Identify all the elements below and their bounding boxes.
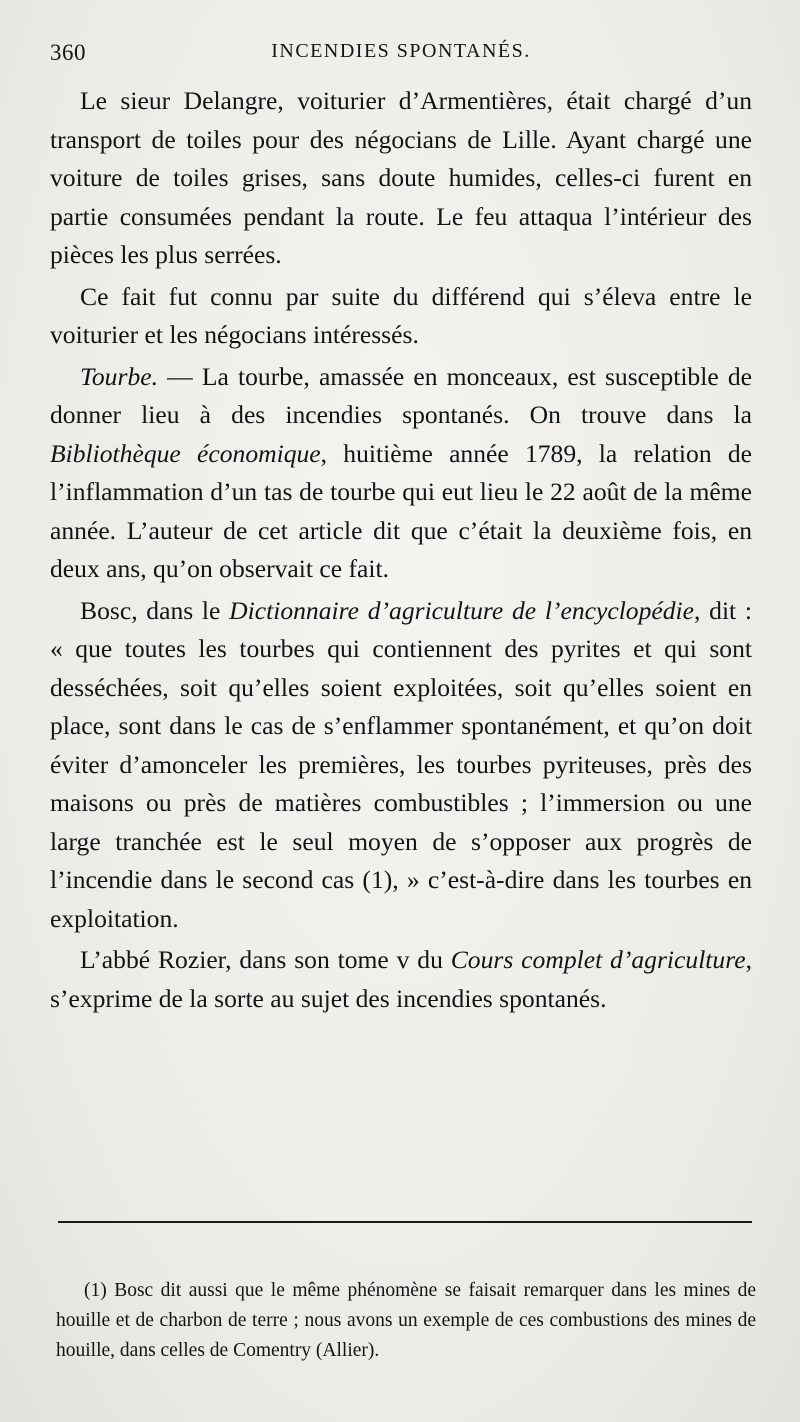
paragraph-rozier <box>50 941 752 1018</box>
paragraph-tourbe <box>50 358 752 589</box>
text-run: , dit : « que toutes les tourbes qui contiennent des pyrites et qui sont desséchées, soit qu’elles soient exploitées, soit qu’elles soient en place, sont dans le cas de s’enflammer spontanément, et qu’on doit éviter d’amonceler les premières, les tourbes pyriteuses, près des maisons ou près de matières combustibles ; l’immersion ou une large tranchée est le seul moyen de s’opposer aux progrès de l’incendie dans le second cas (1), » c’est-à-dire dans les tourbes en exploitation. <box>50 595 752 933</box>
cited-title: Bibliothèque économique <box>50 438 321 468</box>
text-run: L’abbé Rozier, dans son tome v du <box>80 945 451 974</box>
text-run: — La tourbe, amassée en monceaux, est susceptible de donner lieu à des incendies spontanés. On trouve dans la <box>50 361 752 429</box>
text-run: , s’exprime de la sorte au sujet des incendies spontanés. <box>50 945 752 1013</box>
main-text <box>50 82 752 1018</box>
cited-title: Cours complet d’agriculture <box>450 945 746 974</box>
paragraph-bosc <box>50 592 752 939</box>
paragraph-delangre: Le sieur Delangre, voiturier d’Armentières, était chargé d’un transport de toiles pour des négocians de Lille. Ayant chargé une voiture de toiles grises, sans doute humides, celles-ci furent en partie consumées pendant la route. Le feu attaqua l’intérieur des pièces les plus serrées. <box>50 86 752 269</box>
footnote-divider <box>58 1221 752 1223</box>
page-number: 360 <box>50 40 86 65</box>
footnote-text: (1) Bosc dit aussi que le même phénomène se faisait remarquer dans les mines de houille et de charbon de terre ; nous avons un exemple de ces combustions des mines de houille, dans celles de Comentry (Allier). <box>56 1280 756 1361</box>
paragraph-differend: Ce fait fut connu par suite du différend qui s’éleva entre le voiturier et les négocians intéressés. <box>50 281 752 349</box>
section-lead-tourbe: Tourbe. <box>80 361 158 391</box>
text-run: Bosc, dans le <box>80 595 230 625</box>
page-header <box>50 40 752 76</box>
cited-title: Dictionnaire d’agriculture de l’encyclopédie <box>229 595 695 625</box>
text-run: , huitième année 1789, la relation de l’inflammation d’un tas de tourbe qui eut lieu le 22 août de la même année. L’auteur de cet article dit que c’était la deuxième fois, en deux ans, qu’on observait ce fait. <box>50 438 752 583</box>
footnote <box>56 1276 756 1366</box>
running-head: INCENDIES SPONTANÉS. <box>271 40 531 62</box>
